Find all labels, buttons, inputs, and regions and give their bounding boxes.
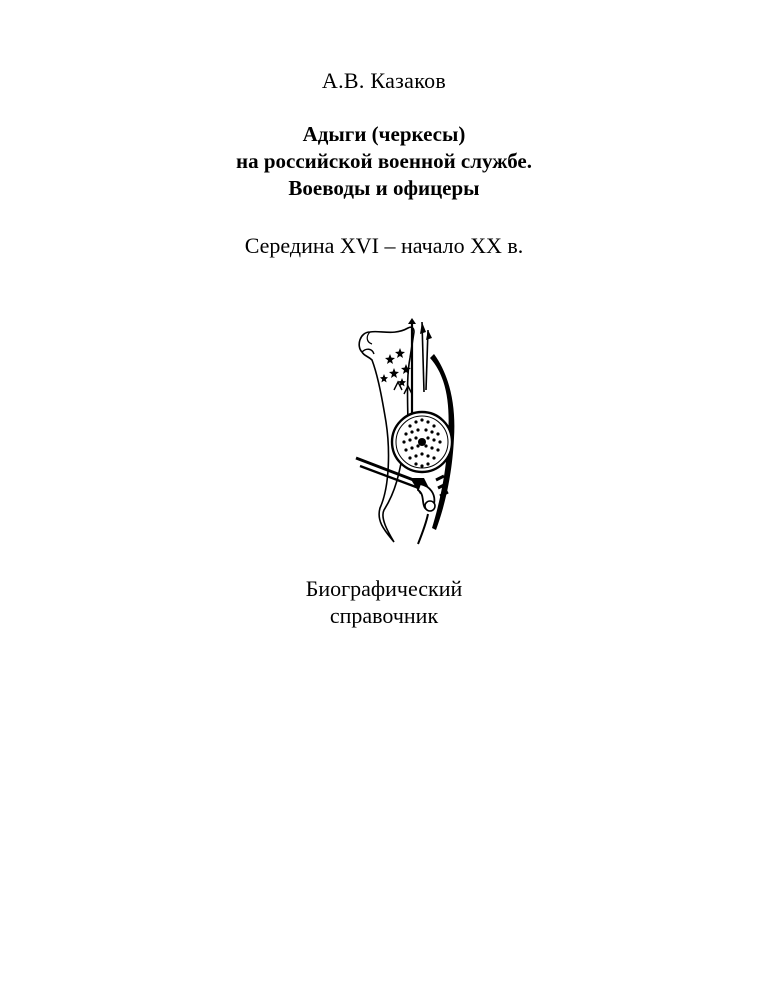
emblem-icon: [350, 318, 468, 548]
period-subtitle: Середина XVI – начало XX в.: [244, 233, 524, 258]
book-title-line-3: Воеводы и офицеры: [288, 176, 480, 200]
book-title: [0, 121, 768, 202]
book-title-line-2: на российской военной службе.: [236, 149, 532, 173]
genre-line-1: Биографический: [305, 576, 463, 601]
genre-line-2: справочник: [329, 603, 439, 628]
book-title-line-1: Адыги (черкесы): [302, 122, 466, 146]
author-name: А.В. Казаков: [321, 68, 447, 93]
genre-label: [0, 575, 768, 629]
